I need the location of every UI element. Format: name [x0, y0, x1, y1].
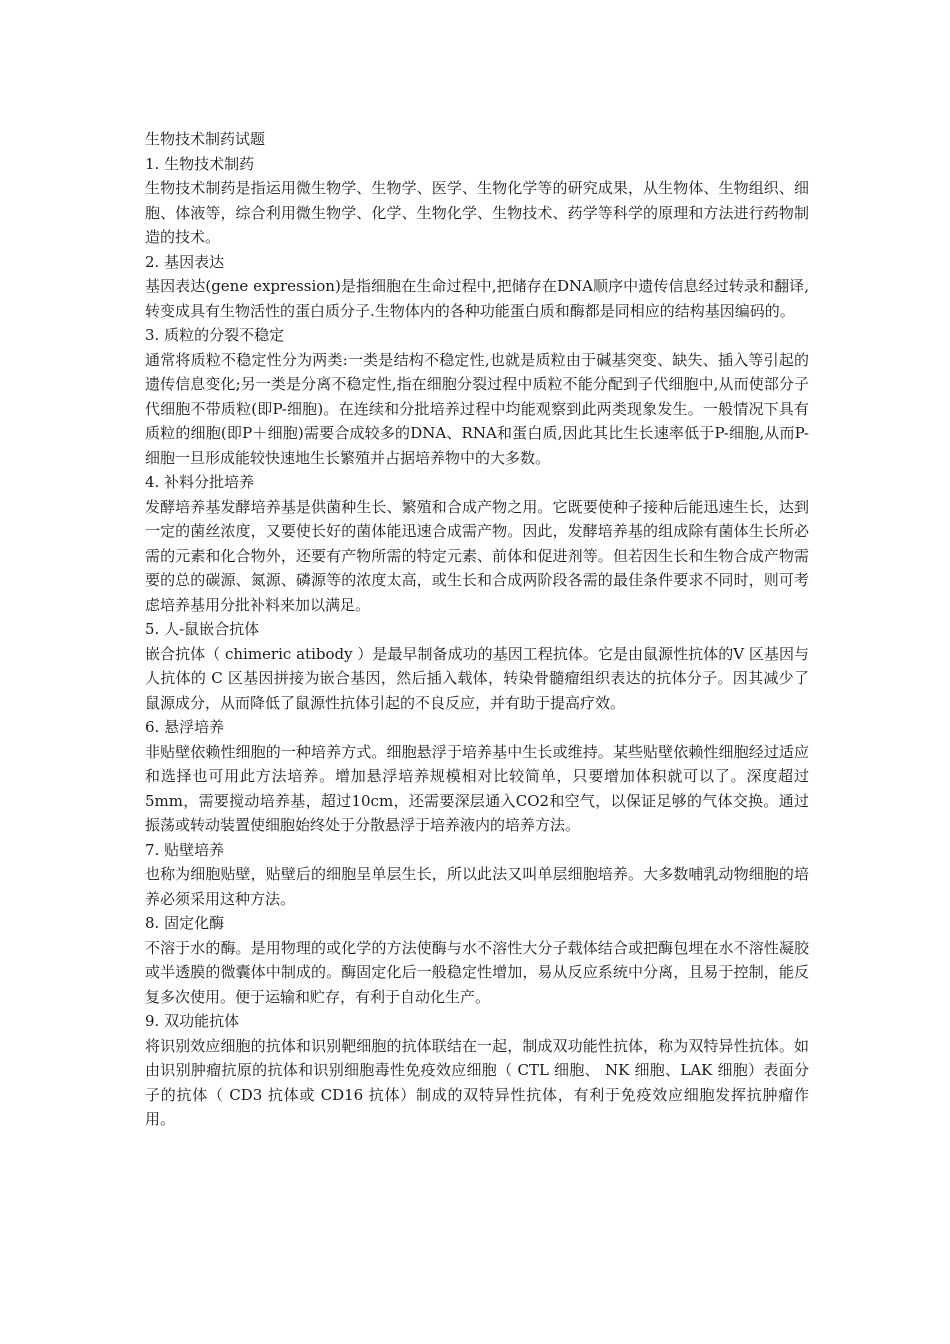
section-biotech-pharma: [145, 152, 809, 250]
section-body: 通常将质粒不稳定性分为两类:一类是结构不稳定性,也就是质粒由于碱基突变、缺失、插入等引起的遗传信息变化;另一类是分离不稳定性,指在细胞分裂过程中质粒不能分配到子代细胞中,从而使部分子代细胞不带质粒(即P-细胞)。在连续和分批培养过程中均能观察到此两类现象发生。一般情况下具有质粒的细胞(即P＋细胞)需要合成较多的DNA、RNA和蛋白质,因此其比生长速率低于P-细胞,从而P-细胞一旦形成能较快速地生长繁殖并占据培养物中的大多数。: [145, 350, 809, 467]
section-heading: 7. 贴壁培养: [145, 840, 225, 859]
section-body: 也称为细胞贴壁，贴壁后的细胞呈单层生长，所以此法又叫单层细胞培养。大多数哺乳动物细胞的培养必须采用这种方法。: [145, 865, 809, 908]
section-chimeric-antibody: [145, 617, 809, 715]
section-body: 不溶于水的酶。是用物理的或化学的方法使酶与水不溶性大分子载体结合或把酶包埋在水不溶性凝胶或半透膜的微囊体中制成的。酶固定化后一般稳定性增加，易从反应系统中分离，且易于控制，能反复多次使用。便于运输和贮存，有利于自动化生产。: [145, 938, 809, 1006]
section-heading: 5. 人-鼠嵌合抗体: [145, 620, 260, 638]
document-page: [145, 127, 809, 1132]
section-body: 将识别效应细胞的抗体和识别靶细胞的抗体联结在一起，制成双功能性抗体，称为双特异性抗体。如由识别肿瘤抗原的抗体和识别细胞毒性免疫效应细胞（ CTL 细胞、 NK 细胞、LAK 细胞）表面分子的抗体（ CD3 抗体或 CD16 抗体）制成的双特异性抗体，有利于免疫效应细胞发挥抗肿瘤作用。: [145, 1036, 809, 1128]
section-gene-expression: [145, 250, 809, 324]
section-heading: 6. 悬浮培养: [145, 718, 225, 736]
section-plasmid-instability: [145, 323, 809, 470]
section-body: 嵌合抗体（ chimeric atibody ）是最早制备成功的基因工程抗体。它是由鼠源性抗体的V 区基因与人抗体的 C 区基因拼接为嵌合基因，然后插入载体，转染骨髓瘤组织表达的抗体分子。因其减少了鼠源成分，从而降低了鼠源性抗体引起的不良反应，并有助于提高疗效。: [145, 644, 809, 712]
section-heading: 1. 生物技术制药: [145, 154, 255, 173]
document-title: 生物技术制药试题: [145, 130, 266, 148]
section-heading: 4. 补料分批培养: [145, 473, 255, 491]
section-fed-batch-culture: [145, 470, 809, 617]
section-immobilized-enzyme: [145, 911, 809, 1009]
section-bifunctional-antibody: [145, 1009, 809, 1132]
section-body: 非贴壁依赖性细胞的一种培养方式。细胞悬浮于培养基中生长或维持。某些贴壁依赖性细胞经过适应和选择也可用此方法培养。增加悬浮培养规模相对比较简单，只要增加体积就可以了。深度超过5mm，需要搅动培养基，超过10cm，还需要深层通入CO2和空气，以保证足够的气体交换。通过振荡或转动装置使细胞始终处于分散悬浮于培养液内的培养方法。: [145, 742, 809, 834]
section-heading: 8. 固定化酶: [145, 914, 225, 932]
section-heading: 9. 双功能抗体: [145, 1012, 240, 1030]
section-body: 发酵培养基发酵培养基是供菌种生长、繁殖和合成产物之用。它既要使种子接种后能迅速生长，达到一定的菌丝浓度，又要使长好的菌体能迅速合成需产物。因此，发酵培养基的组成除有菌体生长所必需的元素和化合物外，还要有产物所需的特定元素、前体和促进剂等。但若因生长和生物合成产物需要的总的碳源、氮源、磷源等的浓度太高，或生长和合成两阶段各需的最佳条件要求不同时，则可考虑培养基用分批补料来加以满足。: [145, 497, 809, 614]
section-body: 生物技术制药是指运用微生物学、生物学、医学、生物化学等的研究成果，从生物体、生物组织、细胞、体液等，综合利用微生物学、化学、生物化学、生物技术、药学等科学的原理和方法进行药物制造的技术。: [145, 179, 809, 246]
section-suspension-culture: [145, 715, 809, 838]
section-adherent-culture: [145, 838, 809, 912]
section-heading: 2. 基因表达: [145, 252, 225, 271]
section-body: 基因表达(gene expression)是指细胞在生命过程中,把储存在DNA顺序中遗传信息经过转录和翻译,转变成具有生物活性的蛋白质分子.生物体内的各种功能蛋白质和酶都是同相应的结构基因编码的。: [145, 277, 809, 320]
section-heading: 3. 质粒的分裂不稳定: [145, 326, 285, 344]
